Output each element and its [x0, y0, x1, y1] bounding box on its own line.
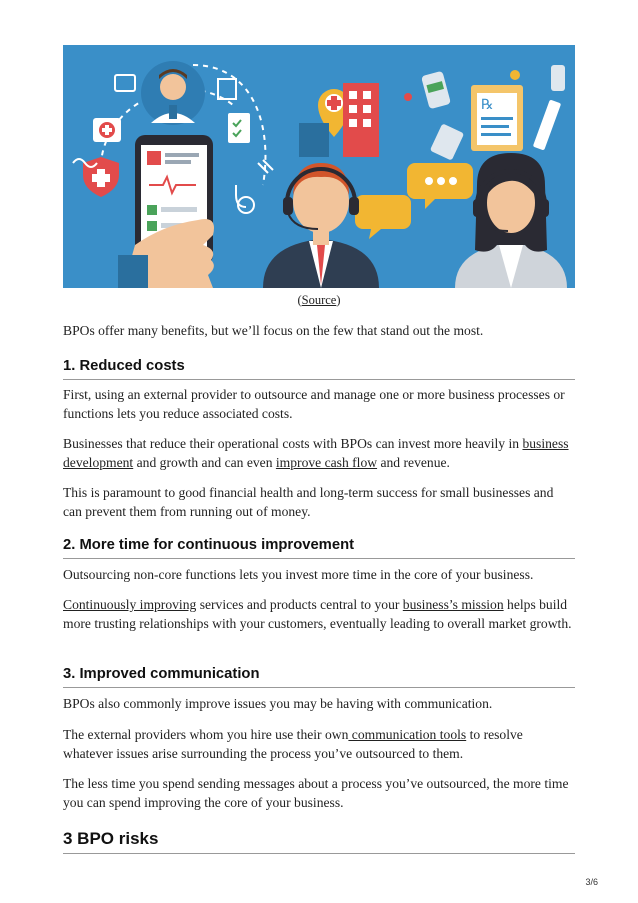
section-heading-reduced-costs: 1. Reduced costs	[63, 358, 185, 374]
sec3-paragraph-2	[63, 726, 575, 763]
sec3-p1-block	[63, 695, 575, 714]
intro-paragraph-block	[63, 322, 575, 341]
image-caption	[0, 293, 638, 308]
sec1-p3-block	[63, 484, 575, 521]
hero-illustration	[63, 45, 575, 288]
page-number: 3/6	[585, 877, 598, 887]
business-mission-link[interactable]: business’s mission	[402, 597, 504, 612]
sec2-p1-block	[63, 566, 575, 585]
sec1-p2-text-c: and revenue.	[377, 454, 450, 470]
section-improved-communication-heading-block	[63, 665, 575, 683]
sec1-p2-text-a: Businesses that reduce their operational costs with BPOs can invest more heavily in	[63, 436, 523, 451]
section-reduced-costs-heading-block	[63, 357, 575, 375]
sec3-paragraph-1: BPOs also commonly improve issues you may be having with communication.	[63, 696, 493, 711]
source-link[interactable]: Source	[301, 293, 337, 307]
improve-cash-flow-link[interactable]: improve cash flow	[275, 454, 378, 470]
section-continuous-improvement-heading-block	[63, 536, 575, 554]
intro-paragraph: BPOs offer many benefits, but we’ll focus on the few that stand out the most.	[63, 323, 484, 338]
business-development-link[interactable]: business development	[63, 436, 569, 470]
sec2-p2-block	[63, 596, 575, 633]
sec3-p2-block	[63, 726, 575, 763]
section-heading-bpo-risks: 3 BPO risks	[63, 829, 159, 848]
sec3-p2-text-b: to resolve whatever issues arise surrounding the process you’ve outsourced to them.	[63, 727, 523, 761]
section-heading-continuous-improvement: 2. More time for continuous improvement	[63, 537, 355, 553]
sec3-p3-block	[63, 775, 575, 812]
sec1-p2-block	[63, 435, 575, 472]
sec1-paragraph-3: This is paramount to good financial health and long-term success for small businesses and can prevent them from running out of money.	[63, 485, 554, 519]
healthcare-outsourcing-illustration	[63, 45, 575, 288]
section-divider	[63, 687, 575, 688]
sec2-p2-text-a: services and products central to your	[196, 597, 403, 612]
communication-tools-link[interactable]: communication tools	[348, 727, 467, 742]
sec2-paragraph-2	[63, 596, 575, 633]
section-heading-improved-communication: 3. Improved communication	[63, 666, 260, 682]
continuously-improving-link[interactable]: Continuously improving	[63, 597, 197, 612]
svg-text:℞: ℞	[481, 98, 494, 113]
sec1-paragraph-2	[63, 435, 575, 472]
section-bpo-risks-heading-block	[63, 828, 575, 850]
sec2-p2-text-b: helps build more trusting relationships with your customers, eventually leading to overall market growth.	[63, 597, 572, 631]
section-divider	[63, 558, 575, 559]
sec1-p2-text-b: and growth and can even	[133, 454, 276, 470]
section-divider	[63, 379, 575, 380]
sec1-p1-block	[63, 386, 575, 423]
sec3-p2-text-a: The external providers whom you hire use their own	[63, 727, 349, 742]
sec1-paragraph-1: First, using an external provider to outsource and manage one or more business processes or functions lets you reduce associated costs.	[63, 387, 565, 421]
caption-open: (	[297, 293, 302, 307]
section-divider	[63, 853, 575, 854]
caption-close: )	[336, 293, 341, 307]
sec2-paragraph-1: Outsourcing non-core functions lets you invest more time in the core of your business.	[63, 567, 534, 582]
sec3-paragraph-3: The less time you spend sending messages about a process you’ve outsourced, the more time you can spend improving the core of your business.	[63, 776, 569, 810]
